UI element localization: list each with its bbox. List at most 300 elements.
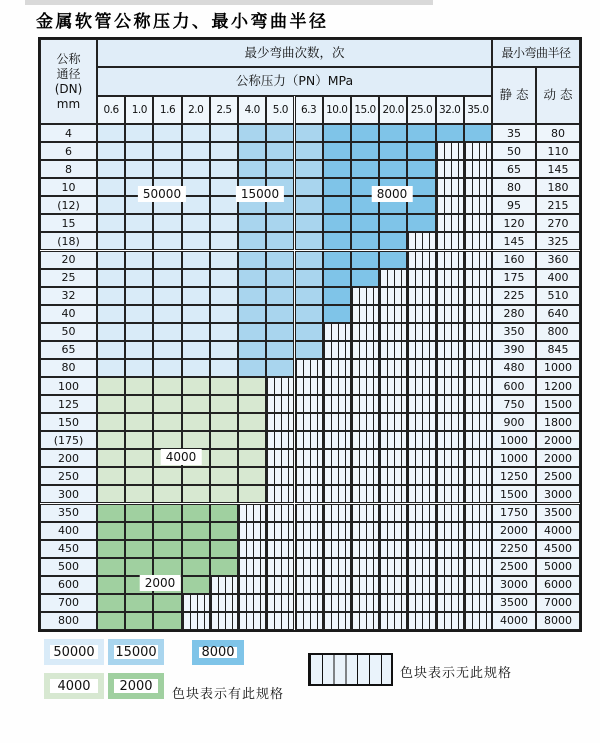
no-spec-cell xyxy=(379,323,407,341)
spec-cell xyxy=(238,359,266,377)
spec-cell xyxy=(295,287,323,305)
header-static: 静 态 xyxy=(492,67,536,124)
no-spec-cell xyxy=(436,142,464,160)
spec-cell xyxy=(323,305,351,323)
no-spec-cell xyxy=(351,377,379,395)
header-pressure-value: 2.5 xyxy=(210,96,238,124)
no-spec-cell xyxy=(407,305,435,323)
spec-cell xyxy=(153,558,181,576)
spec-cell xyxy=(238,287,266,305)
spec-cell xyxy=(407,214,435,232)
dn-cell: (18) xyxy=(40,232,97,250)
dynamic-radius-cell: 4000 xyxy=(536,522,580,540)
spec-cell xyxy=(238,341,266,359)
spec-cell xyxy=(182,232,210,250)
spec-cell xyxy=(125,395,153,413)
spec-cell xyxy=(210,178,238,196)
no-spec-cell xyxy=(464,540,492,558)
spec-cell xyxy=(97,269,125,287)
no-spec-cell xyxy=(266,449,294,467)
spec-cell xyxy=(182,558,210,576)
dn-cell: 125 xyxy=(40,395,97,413)
spec-cell xyxy=(379,142,407,160)
spec-cell xyxy=(97,594,125,612)
spec-cell xyxy=(210,359,238,377)
spec-cell xyxy=(210,341,238,359)
no-spec-cell xyxy=(295,485,323,503)
dn-cell: 32 xyxy=(40,287,97,305)
no-spec-cell xyxy=(436,558,464,576)
no-spec-cell xyxy=(351,395,379,413)
header-dn-line: 通径 xyxy=(56,67,81,81)
no-spec-cell xyxy=(351,431,379,449)
no-spec-cell xyxy=(295,540,323,558)
spec-cell xyxy=(125,269,153,287)
no-spec-cell xyxy=(436,594,464,612)
no-spec-cell xyxy=(295,504,323,522)
no-spec-cell xyxy=(436,431,464,449)
header-pressure-value: 10.0 xyxy=(323,96,351,124)
no-spec-cell xyxy=(323,612,351,630)
spec-cell xyxy=(323,178,351,196)
no-spec-cell xyxy=(295,449,323,467)
spec-cell xyxy=(97,196,125,214)
spec-cell xyxy=(153,413,181,431)
no-spec-cell xyxy=(351,612,379,630)
no-spec-cell xyxy=(266,467,294,485)
header-bend-cycles: 最少弯曲次数，次 xyxy=(97,39,492,67)
legend-has-spec-swatch: 2000 xyxy=(108,673,164,699)
no-spec-cell xyxy=(238,540,266,558)
no-spec-cell xyxy=(464,323,492,341)
spec-cell xyxy=(295,305,323,323)
dynamic-radius-cell: 2000 xyxy=(536,449,580,467)
spec-cell xyxy=(351,232,379,250)
no-spec-cell xyxy=(266,540,294,558)
no-spec-cell xyxy=(436,576,464,594)
no-spec-cell xyxy=(351,558,379,576)
no-spec-cell xyxy=(464,467,492,485)
spec-cell xyxy=(266,287,294,305)
no-spec-cell xyxy=(295,612,323,630)
no-spec-cell xyxy=(464,522,492,540)
spec-cell xyxy=(97,305,125,323)
dynamic-radius-cell: 215 xyxy=(536,196,580,214)
no-spec-cell xyxy=(464,395,492,413)
scan-artifact-bar xyxy=(25,0,433,5)
spec-cell xyxy=(210,251,238,269)
static-radius-cell: 65 xyxy=(492,160,536,178)
no-spec-cell xyxy=(407,449,435,467)
header-dn-line: (DN) xyxy=(54,82,83,96)
no-spec-cell xyxy=(379,467,407,485)
no-spec-cell xyxy=(436,341,464,359)
spec-cell xyxy=(295,251,323,269)
no-spec-cell xyxy=(407,594,435,612)
spec-cell xyxy=(97,413,125,431)
spec-cell xyxy=(97,178,125,196)
no-spec-cell xyxy=(295,558,323,576)
spec-cell xyxy=(153,431,181,449)
header-pressure-value: 25.0 xyxy=(407,96,435,124)
spec-cell xyxy=(238,269,266,287)
spec-cell xyxy=(182,540,210,558)
spec-cell xyxy=(182,269,210,287)
spec-cell xyxy=(125,251,153,269)
no-spec-cell xyxy=(464,504,492,522)
spec-cell xyxy=(238,251,266,269)
spec-cell xyxy=(97,359,125,377)
no-spec-cell xyxy=(295,413,323,431)
spec-cell xyxy=(182,413,210,431)
spec-cell xyxy=(238,160,266,178)
static-radius-cell: 390 xyxy=(492,341,536,359)
cycle-count-label: 50000 xyxy=(138,186,186,202)
dn-cell: 65 xyxy=(40,341,97,359)
dn-cell: 500 xyxy=(40,558,97,576)
static-radius-cell: 4000 xyxy=(492,612,536,630)
spec-cell xyxy=(97,124,125,142)
spec-cell xyxy=(379,232,407,250)
spec-cell xyxy=(210,124,238,142)
spec-cell xyxy=(238,467,266,485)
cycle-count-label: 8000 xyxy=(372,186,413,202)
no-spec-cell xyxy=(295,594,323,612)
dn-cell: 6 xyxy=(40,142,97,160)
spec-cell xyxy=(210,269,238,287)
spec-cell xyxy=(182,467,210,485)
spec-cell xyxy=(323,142,351,160)
no-spec-cell xyxy=(464,431,492,449)
no-spec-cell xyxy=(379,305,407,323)
no-spec-cell xyxy=(323,485,351,503)
no-spec-cell xyxy=(238,522,266,540)
spec-cell xyxy=(182,214,210,232)
legend-has-spec-swatch: 50000 xyxy=(44,639,104,665)
no-spec-cell xyxy=(407,522,435,540)
dn-cell: 400 xyxy=(40,522,97,540)
no-spec-cell xyxy=(323,341,351,359)
legend-has-spec-swatch: 4000 xyxy=(44,673,104,699)
dynamic-radius-cell: 180 xyxy=(536,178,580,196)
spec-cell xyxy=(295,142,323,160)
no-spec-cell xyxy=(266,558,294,576)
no-spec-cell xyxy=(351,467,379,485)
static-radius-cell: 2250 xyxy=(492,540,536,558)
cycle-count-label: 2000 xyxy=(140,575,181,591)
spec-cell xyxy=(97,558,125,576)
static-radius-cell: 175 xyxy=(492,269,536,287)
static-radius-cell: 350 xyxy=(492,323,536,341)
spec-cell xyxy=(182,323,210,341)
no-spec-cell xyxy=(351,323,379,341)
dynamic-radius-cell: 7000 xyxy=(536,594,580,612)
static-radius-cell: 3000 xyxy=(492,576,536,594)
spec-cell xyxy=(379,251,407,269)
no-spec-cell xyxy=(351,576,379,594)
spec-cell xyxy=(182,341,210,359)
no-spec-cell xyxy=(464,142,492,160)
spec-cell xyxy=(266,323,294,341)
no-spec-cell xyxy=(379,576,407,594)
dn-cell: 800 xyxy=(40,612,97,630)
legend-has-spec-swatch: 15000 xyxy=(108,639,164,665)
spec-cell xyxy=(238,214,266,232)
dynamic-radius-cell: 800 xyxy=(536,323,580,341)
spec-cell xyxy=(266,214,294,232)
spec-cell xyxy=(266,269,294,287)
no-spec-cell xyxy=(266,594,294,612)
no-spec-cell xyxy=(407,504,435,522)
no-spec-cell xyxy=(464,612,492,630)
spec-cell xyxy=(464,124,492,142)
dynamic-radius-cell: 325 xyxy=(536,232,580,250)
spec-cell xyxy=(238,431,266,449)
spec-cell xyxy=(210,504,238,522)
static-radius-cell: 1000 xyxy=(492,449,536,467)
no-spec-cell xyxy=(464,558,492,576)
dynamic-radius-cell: 270 xyxy=(536,214,580,232)
spec-cell xyxy=(295,269,323,287)
no-spec-cell xyxy=(407,377,435,395)
spec-cell xyxy=(323,124,351,142)
spec-cell xyxy=(295,341,323,359)
dynamic-radius-cell: 400 xyxy=(536,269,580,287)
dynamic-radius-cell: 510 xyxy=(536,287,580,305)
no-spec-cell xyxy=(351,540,379,558)
no-spec-cell xyxy=(351,287,379,305)
no-spec-cell xyxy=(323,558,351,576)
no-spec-cell xyxy=(295,576,323,594)
static-radius-cell: 1250 xyxy=(492,467,536,485)
spec-cell xyxy=(182,431,210,449)
spec-cell xyxy=(153,522,181,540)
spec-cell xyxy=(125,232,153,250)
spec-cell xyxy=(266,142,294,160)
spec-cell xyxy=(153,232,181,250)
spec-cell xyxy=(238,124,266,142)
dn-cell: 25 xyxy=(40,269,97,287)
spec-cell xyxy=(323,287,351,305)
header-dynamic: 动 态 xyxy=(536,67,580,124)
no-spec-cell xyxy=(238,558,266,576)
spec-cell xyxy=(153,160,181,178)
spec-cell xyxy=(153,214,181,232)
spec-cell xyxy=(407,142,435,160)
no-spec-cell xyxy=(210,594,238,612)
no-spec-cell xyxy=(407,576,435,594)
spec-cell xyxy=(97,142,125,160)
spec-cell xyxy=(182,124,210,142)
dynamic-radius-cell: 2500 xyxy=(536,467,580,485)
spec-cell xyxy=(153,287,181,305)
spec-cell xyxy=(182,395,210,413)
spec-cell xyxy=(266,305,294,323)
spec-cell xyxy=(210,323,238,341)
spec-cell xyxy=(97,485,125,503)
spec-cell xyxy=(97,576,125,594)
cycle-count-label: 4000 xyxy=(161,449,202,465)
no-spec-cell xyxy=(407,413,435,431)
spec-cell xyxy=(153,305,181,323)
no-spec-cell xyxy=(323,413,351,431)
dn-cell: 8 xyxy=(40,160,97,178)
no-spec-cell xyxy=(379,540,407,558)
spec-cell xyxy=(125,287,153,305)
no-spec-cell xyxy=(464,449,492,467)
spec-cell xyxy=(210,395,238,413)
spec-cell xyxy=(182,251,210,269)
spec-cell xyxy=(153,377,181,395)
spec-cell xyxy=(153,612,181,630)
spec-cell xyxy=(238,485,266,503)
no-spec-cell xyxy=(379,449,407,467)
spec-cell xyxy=(295,196,323,214)
spec-cell xyxy=(238,142,266,160)
header-pressure-value: 35.0 xyxy=(464,96,492,124)
spec-cell xyxy=(125,413,153,431)
spec-cell xyxy=(153,594,181,612)
spec-cell xyxy=(125,504,153,522)
dynamic-radius-cell: 3500 xyxy=(536,504,580,522)
no-spec-cell xyxy=(436,305,464,323)
no-spec-cell xyxy=(436,359,464,377)
spec-cell xyxy=(238,395,266,413)
header-pressure-value: 1.6 xyxy=(153,96,181,124)
no-spec-cell xyxy=(464,232,492,250)
spec-cell xyxy=(379,214,407,232)
spec-cell xyxy=(351,142,379,160)
no-spec-cell xyxy=(436,377,464,395)
spec-cell xyxy=(323,251,351,269)
spec-cell xyxy=(210,287,238,305)
no-spec-cell xyxy=(295,395,323,413)
no-spec-cell xyxy=(379,594,407,612)
spec-cell xyxy=(407,160,435,178)
dn-cell: 600 xyxy=(40,576,97,594)
static-radius-cell: 50 xyxy=(492,142,536,160)
header-pressure-value: 20.0 xyxy=(379,96,407,124)
no-spec-cell xyxy=(407,395,435,413)
no-spec-cell xyxy=(351,305,379,323)
spec-cell xyxy=(97,431,125,449)
no-spec-cell xyxy=(407,431,435,449)
static-radius-cell: 160 xyxy=(492,251,536,269)
no-spec-cell xyxy=(407,540,435,558)
spec-cell xyxy=(323,214,351,232)
spec-cell xyxy=(97,522,125,540)
no-spec-cell xyxy=(295,431,323,449)
spec-cell xyxy=(210,467,238,485)
no-spec-cell xyxy=(295,359,323,377)
no-spec-cell xyxy=(266,522,294,540)
spec-cell xyxy=(266,341,294,359)
spec-cell xyxy=(210,485,238,503)
spec-cell xyxy=(295,214,323,232)
no-spec-cell xyxy=(464,287,492,305)
dynamic-radius-cell: 360 xyxy=(536,251,580,269)
dn-cell: 250 xyxy=(40,467,97,485)
spec-cell xyxy=(153,142,181,160)
spec-cell xyxy=(125,522,153,540)
spec-cell xyxy=(238,232,266,250)
legend-has-spec-text: 色块表示有此规格 xyxy=(172,687,285,702)
no-spec-cell xyxy=(266,431,294,449)
no-spec-cell xyxy=(407,467,435,485)
spec-cell xyxy=(97,395,125,413)
spec-cell xyxy=(97,287,125,305)
static-radius-cell: 80 xyxy=(492,178,536,196)
static-radius-cell: 750 xyxy=(492,395,536,413)
dn-cell: 200 xyxy=(40,449,97,467)
static-radius-cell: 900 xyxy=(492,413,536,431)
no-spec-cell xyxy=(436,395,464,413)
header-pressure-value: 6.3 xyxy=(295,96,323,124)
spec-cell xyxy=(153,395,181,413)
no-spec-cell xyxy=(266,576,294,594)
spec-cell xyxy=(351,124,379,142)
no-spec-cell xyxy=(323,359,351,377)
dn-cell: 150 xyxy=(40,413,97,431)
spec-cell xyxy=(97,449,125,467)
spec-cell xyxy=(295,160,323,178)
spec-cell xyxy=(238,323,266,341)
spec-cell xyxy=(125,341,153,359)
spec-cell xyxy=(210,232,238,250)
no-spec-cell xyxy=(323,576,351,594)
spec-cell xyxy=(182,576,210,594)
spec-cell xyxy=(97,214,125,232)
no-spec-cell xyxy=(464,413,492,431)
dynamic-radius-cell: 145 xyxy=(536,160,580,178)
no-spec-cell xyxy=(323,323,351,341)
static-radius-cell: 120 xyxy=(492,214,536,232)
static-radius-cell: 1000 xyxy=(492,431,536,449)
spec-cell xyxy=(125,449,153,467)
no-spec-cell xyxy=(323,540,351,558)
no-spec-cell xyxy=(407,558,435,576)
no-spec-cell xyxy=(266,612,294,630)
spec-cell xyxy=(238,377,266,395)
no-spec-cell xyxy=(436,160,464,178)
no-spec-cell xyxy=(351,413,379,431)
spec-cell xyxy=(210,196,238,214)
dn-cell: 10 xyxy=(40,178,97,196)
spec-cell xyxy=(182,377,210,395)
header-dn-line: mm xyxy=(56,97,81,111)
spec-cell xyxy=(323,160,351,178)
static-radius-cell: 225 xyxy=(492,287,536,305)
spec-cell xyxy=(97,540,125,558)
no-spec-cell xyxy=(351,504,379,522)
dn-cell: 300 xyxy=(40,485,97,503)
no-spec-cell xyxy=(379,413,407,431)
spec-cell xyxy=(210,160,238,178)
dn-cell: 100 xyxy=(40,377,97,395)
legend-no-spec-text: 色块表示无此规格 xyxy=(400,666,513,681)
static-radius-cell: 280 xyxy=(492,305,536,323)
no-spec-cell xyxy=(407,232,435,250)
no-spec-cell xyxy=(436,287,464,305)
dn-cell: 15 xyxy=(40,214,97,232)
header-pressure-value: 1.0 xyxy=(125,96,153,124)
page-title: 金属软管公称压力、最小弯曲半径 xyxy=(36,12,329,32)
spec-cell xyxy=(153,467,181,485)
spec-cell xyxy=(379,124,407,142)
spec-cell xyxy=(266,232,294,250)
no-spec-cell xyxy=(323,377,351,395)
header-pressure-value: 2.0 xyxy=(182,96,210,124)
